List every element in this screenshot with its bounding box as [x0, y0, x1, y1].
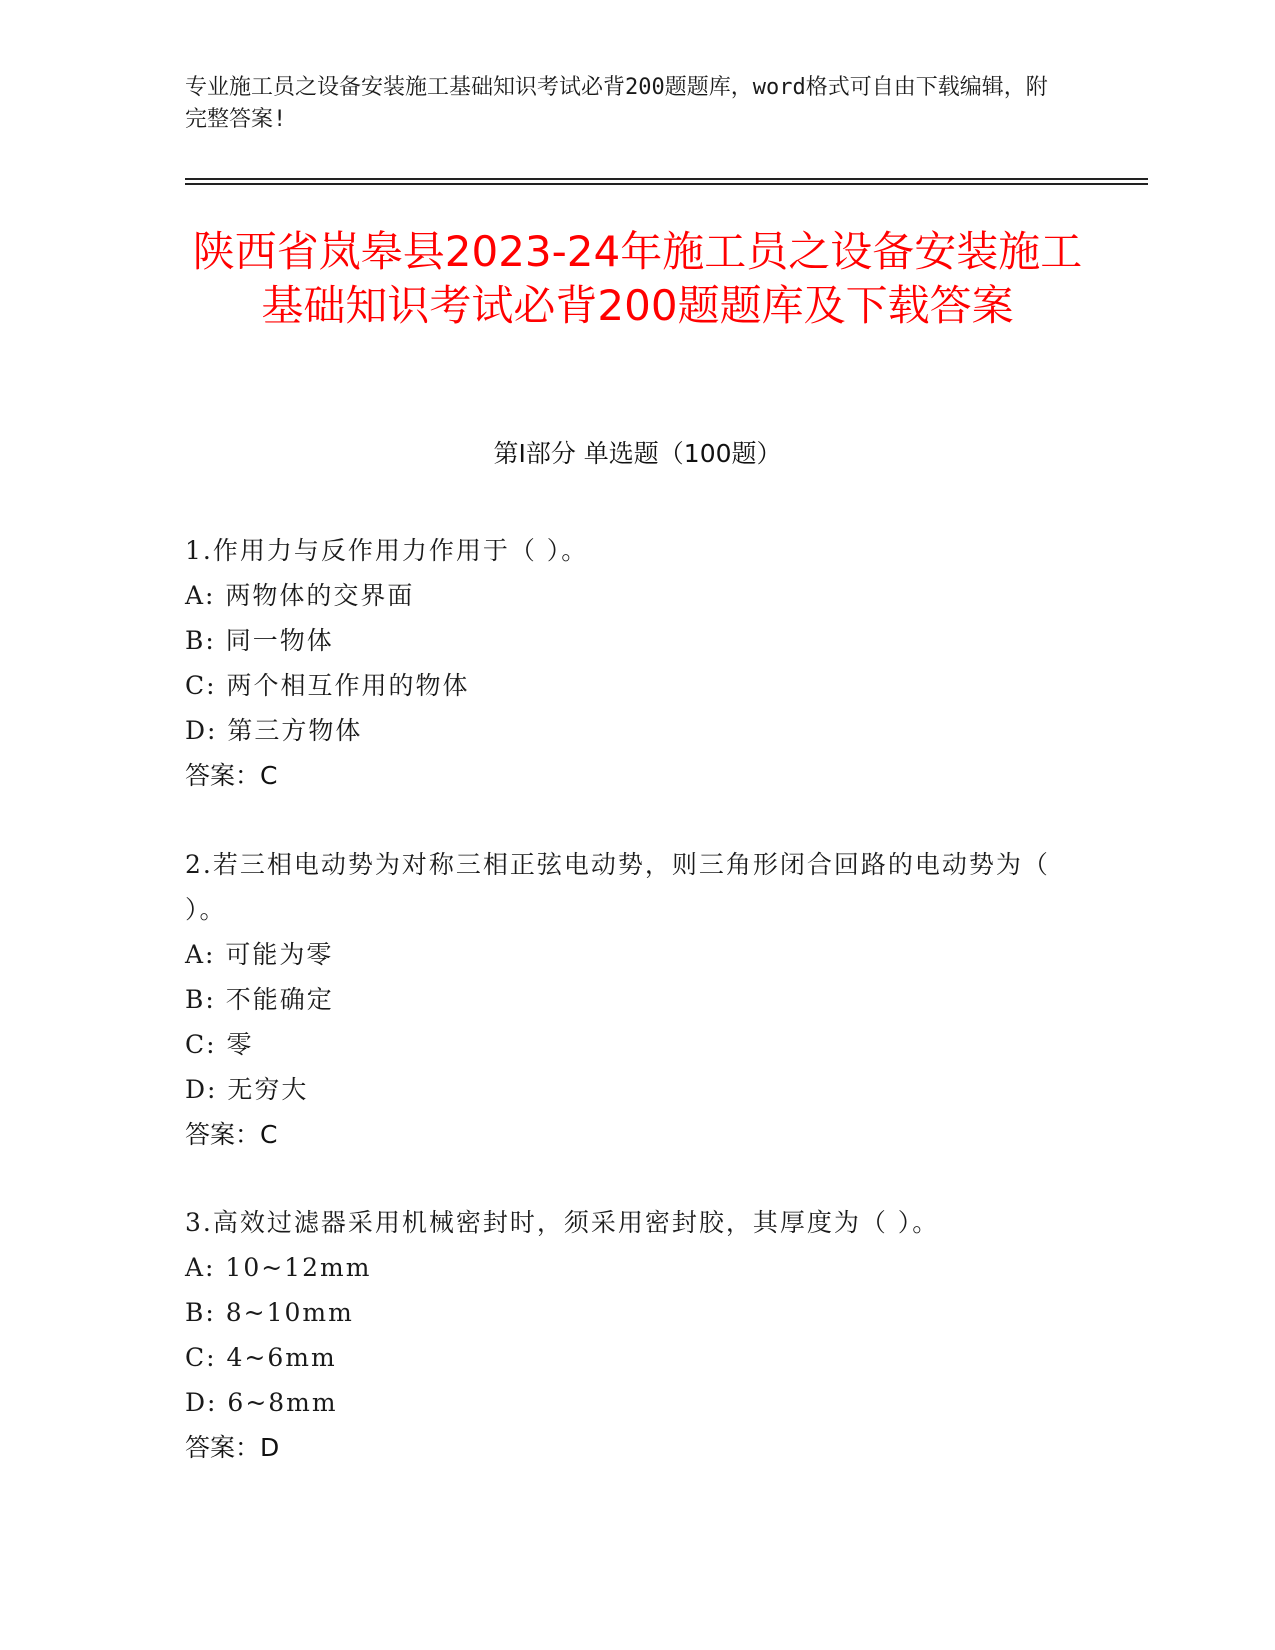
question-block: [185, 1200, 1065, 1470]
option-b: B: 同一物体: [185, 626, 334, 655]
option-c: C: 两个相互作用的物体: [185, 671, 470, 700]
option-d: D: 第三方物体: [185, 716, 363, 745]
option-a: A: 可能为零: [185, 940, 334, 969]
answer-line: 答案：C: [185, 761, 278, 790]
header-note: 专业施工员之设备安装施工基础知识考试必背200题题库，word格式可自由下载编辑，附完整答案!: [185, 75, 1048, 132]
question-block: [185, 842, 1065, 1157]
option-a: A: 两物体的交界面: [185, 581, 415, 610]
answer-line: 答案：D: [185, 1433, 280, 1462]
question-block: [185, 528, 1065, 798]
question-stem: 2.若三相电动势为对称三相正弦电动势，则三角形闭合回路的电动势为（ ）。: [185, 850, 1050, 924]
option-a: A: 10~12mm: [185, 1253, 372, 1282]
section-heading: 第Ⅰ部分 单选题（100题）: [493, 439, 782, 468]
option-c: C: 零: [185, 1030, 254, 1059]
answer-line: 答案：C: [185, 1120, 278, 1149]
option-d: D: 6~8mm: [185, 1388, 338, 1417]
question-stem: 3.高效过滤器采用机械密封时，须采用密封胶，其厚度为（ ）。: [185, 1208, 940, 1237]
option-c: C: 4~6mm: [185, 1343, 337, 1372]
option-d: D: 无穷大: [185, 1075, 309, 1104]
option-b: B: 8~10mm: [185, 1298, 354, 1327]
header-divider-bottom: [185, 183, 1148, 185]
option-b: B: 不能确定: [185, 985, 334, 1014]
question-stem: 1.作用力与反作用力作用于（ ）。: [185, 536, 589, 565]
header-divider-top: [185, 178, 1148, 180]
document-title: 陕西省岚皋县2023-24年施工员之设备安装施工基础知识考试必背200题题库及下载答案: [192, 227, 1083, 330]
